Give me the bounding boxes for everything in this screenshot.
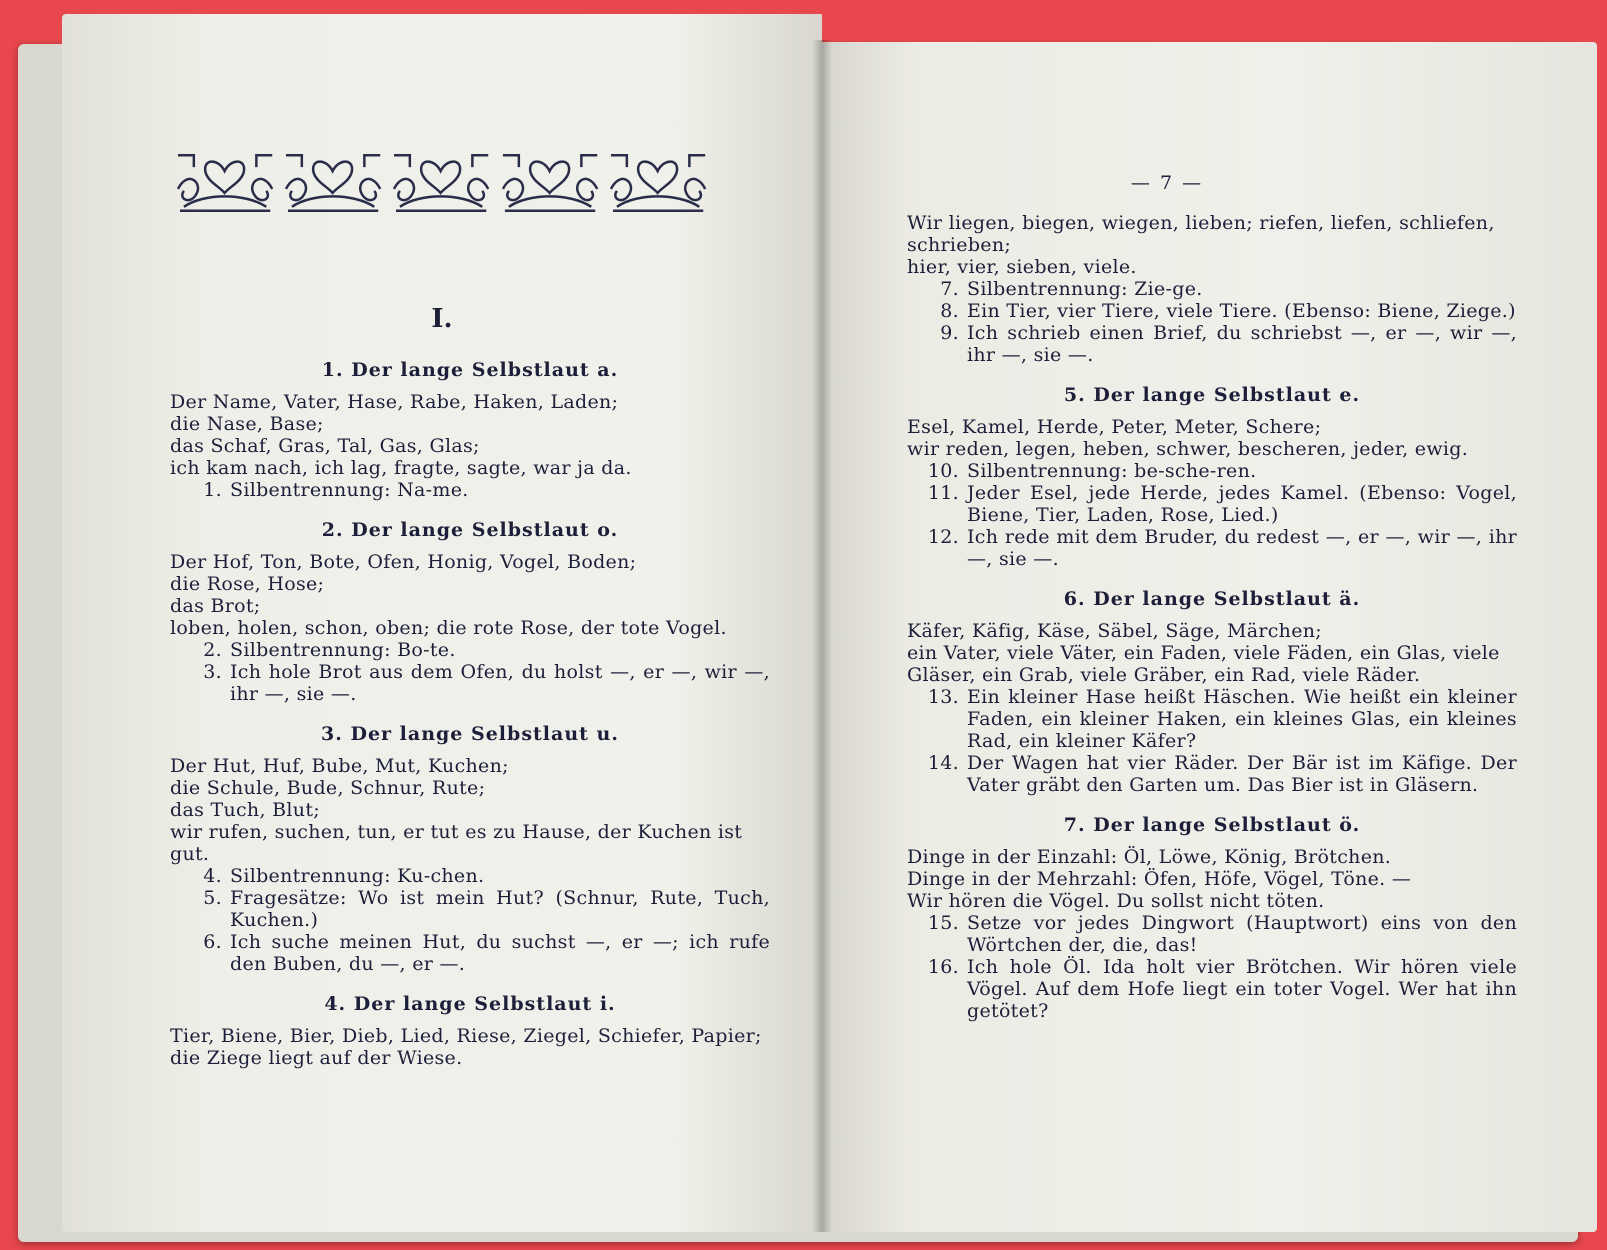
exercise bbox=[907, 752, 1517, 796]
chapter-roman-numeral: I. bbox=[431, 304, 453, 334]
heart-ornament-icon bbox=[390, 149, 492, 214]
heart-ornament-icon bbox=[607, 149, 709, 214]
section-heading: 1. Der lange Selbstlaut a. bbox=[321, 359, 619, 381]
section-i-continued bbox=[907, 212, 1517, 366]
section-i bbox=[170, 993, 770, 1069]
word-line: Tier, Biene, Bier, Dieb, Lied, Riese, Ziegel, Schiefer, Papier; die Ziege liegt auf der Wiese. bbox=[170, 1025, 762, 1069]
word-line: das Tuch, Blut; bbox=[170, 799, 320, 821]
exercise bbox=[170, 931, 770, 975]
exercise-text: Ich hole Brot aus dem Ofen, du holst —, er —, wir —, ihr —, sie —. bbox=[230, 661, 770, 705]
exercise-number: 14. bbox=[927, 752, 959, 774]
right-page-content bbox=[907, 212, 1517, 1040]
left-page-content bbox=[170, 359, 770, 1087]
page-number: — 7 — bbox=[1130, 172, 1204, 194]
exercise-text: Silbentrennung: Zie-ge. bbox=[967, 278, 1203, 300]
exercise bbox=[907, 460, 1517, 482]
word-line: ich kam nach, ich lag, fragte, sagte, war ja da. bbox=[170, 457, 632, 479]
heart-ornament-icon bbox=[282, 149, 384, 214]
exercise bbox=[170, 639, 770, 661]
word-line: Käfer, Käfig, Käse, Säbel, Säge, Märchen; bbox=[907, 620, 1323, 642]
exercise-number: 4. bbox=[203, 865, 222, 887]
exercise-number: 3. bbox=[203, 661, 222, 683]
word-line: die Rose, Hose; bbox=[170, 573, 325, 595]
exercise-number: 10. bbox=[927, 460, 959, 482]
word-line: Der Name, Vater, Hase, Rabe, Haken, Laden; bbox=[170, 391, 619, 413]
exercise-number: 5. bbox=[203, 887, 222, 909]
exercise bbox=[907, 686, 1517, 752]
exercise-number: 11. bbox=[927, 482, 959, 504]
exercise bbox=[907, 526, 1517, 570]
exercise-number: 12. bbox=[927, 526, 959, 548]
exercise-number: 1. bbox=[203, 479, 222, 501]
exercise bbox=[907, 278, 1517, 300]
exercise bbox=[170, 865, 770, 887]
section-heading: 2. Der lange Selbstlaut o. bbox=[321, 519, 619, 541]
exercise bbox=[170, 479, 770, 501]
exercise-text: Ich hole Öl. Ida holt vier Brötchen. Wir hören viele Vögel. Auf dem Hofe liegt ein toter Vogel. Wer hat ihn getötet? bbox=[967, 956, 1517, 1022]
word-line: ein Vater, viele Väter, ein Faden, viele Fäden, ein Glas, viele Gläser, ein Grab, viele Gräber, ein Rad, viele Räder. bbox=[907, 642, 1500, 686]
exercise-number: 15. bbox=[927, 912, 959, 934]
exercise bbox=[170, 887, 770, 931]
exercise-number: 7. bbox=[940, 278, 959, 300]
word-line: Wir liegen, biegen, wiegen, lieben; riefen, liefen, schliefen, schrieben; bbox=[907, 212, 1495, 256]
exercise bbox=[907, 956, 1517, 1022]
exercise-text: Fragesätze: Wo ist mein Hut? (Schnur, Rute, Tuch, Kuchen.) bbox=[230, 887, 770, 931]
section-u bbox=[170, 723, 770, 975]
section-a bbox=[170, 359, 770, 501]
exercise-text: Der Wagen hat vier Räder. Der Bär ist im Käfige. Der Vater gräbt den Garten um. Das Bier ist in Gläsern. bbox=[967, 752, 1517, 796]
exercise-text: Silbentrennung: Ku-chen. bbox=[230, 865, 485, 887]
word-line: loben, holen, schon, oben; die rote Rose, der tote Vogel. bbox=[170, 617, 727, 639]
exercise-number: 9. bbox=[940, 322, 959, 344]
word-line: Der Hof, Ton, Bote, Ofen, Honig, Vogel, Boden; bbox=[170, 551, 637, 573]
section-heading: 4. Der lange Selbstlaut i. bbox=[324, 993, 616, 1015]
exercise bbox=[907, 912, 1517, 956]
exercise-number: 6. bbox=[203, 931, 222, 953]
exercise bbox=[907, 482, 1517, 526]
exercise-text: Setze vor jedes Dingwort (Hauptwort) eins von den Wörtchen der, die, das! bbox=[967, 912, 1517, 956]
section-heading: 3. Der lange Selbstlaut u. bbox=[321, 723, 619, 745]
exercise-text: Silbentrennung: Bo-te. bbox=[230, 639, 456, 661]
exercise-text: Silbentrennung: Na-me. bbox=[230, 479, 469, 501]
section-ae bbox=[907, 588, 1517, 796]
word-line: die Nase, Base; bbox=[170, 413, 324, 435]
heart-ornament-icon bbox=[499, 149, 601, 214]
section-oe bbox=[907, 814, 1517, 1022]
exercise-text: Ein Tier, vier Tiere, viele Tiere. (Ebenso: Biene, Ziege.) bbox=[967, 300, 1516, 322]
section-heading: 7. Der lange Selbstlaut ö. bbox=[1063, 814, 1361, 836]
section-heading: 5. Der lange Selbstlaut e. bbox=[1063, 384, 1361, 406]
word-line: die Schule, Bude, Schnur, Rute; bbox=[170, 777, 486, 799]
exercise bbox=[907, 322, 1517, 366]
exercise-text: Jeder Esel, jede Herde, jedes Kamel. (Ebenso: Vogel, Biene, Tier, Laden, Rose, Lied.) bbox=[967, 482, 1517, 526]
word-line: Wir hören die Vögel. Du sollst nicht töten. bbox=[907, 890, 1325, 912]
exercise-number: 2. bbox=[203, 639, 222, 661]
word-line: das Brot; bbox=[170, 595, 261, 617]
word-line: Dinge in der Mehrzahl: Öfen, Höfe, Vögel, Töne. — bbox=[907, 868, 1412, 890]
exercise-text: Ein kleiner Hase heißt Häschen. Wie heißt ein kleiner Faden, ein kleiner Haken, ein kleines Glas, ein kleines Rad, ein kleiner Käfer? bbox=[967, 686, 1517, 752]
exercise-text: Ich suche meinen Hut, du suchst —, er —; ich rufe den Buben, du —, er —. bbox=[230, 931, 770, 975]
right-page bbox=[822, 42, 1597, 1232]
section-e bbox=[907, 384, 1517, 570]
book-gutter bbox=[812, 40, 832, 1232]
word-line: das Schaf, Gras, Tal, Gas, Glas; bbox=[170, 435, 480, 457]
exercise-number: 8. bbox=[940, 300, 959, 322]
exercise-number: 16. bbox=[927, 956, 959, 978]
exercise bbox=[170, 661, 770, 705]
exercise-number: 13. bbox=[927, 686, 959, 708]
word-line: wir reden, legen, heben, schwer, bescheren, jeder, ewig. bbox=[907, 438, 1469, 460]
word-line: wir rufen, suchen, tun, er tut es zu Hause, der Kuchen ist gut. bbox=[170, 821, 743, 865]
heart-ornament-icon bbox=[174, 149, 276, 214]
section-o bbox=[170, 519, 770, 705]
exercise-text: Ich rede mit dem Bruder, du redest —, er —, wir —, ihr —, sie —. bbox=[967, 526, 1517, 570]
exercise-text: Silbentrennung: be-sche-ren. bbox=[967, 460, 1257, 482]
word-line: Dinge in der Einzahl: Öl, Löwe, König, Brötchen. bbox=[907, 846, 1392, 868]
section-heading: 6. Der lange Selbstlaut ä. bbox=[1063, 588, 1361, 610]
word-line: Der Hut, Huf, Bube, Mut, Kuchen; bbox=[170, 755, 509, 777]
word-line: Esel, Kamel, Herde, Peter, Meter, Schere; bbox=[907, 416, 1322, 438]
left-page bbox=[62, 14, 822, 1232]
exercise-text: Ich schrieb einen Brief, du schriebst —, er —, wir —, ihr —, sie —. bbox=[967, 322, 1517, 366]
word-line: hier, vier, sieben, viele. bbox=[907, 256, 1137, 278]
heart-ornament-border bbox=[174, 149, 709, 214]
exercise bbox=[907, 300, 1517, 322]
